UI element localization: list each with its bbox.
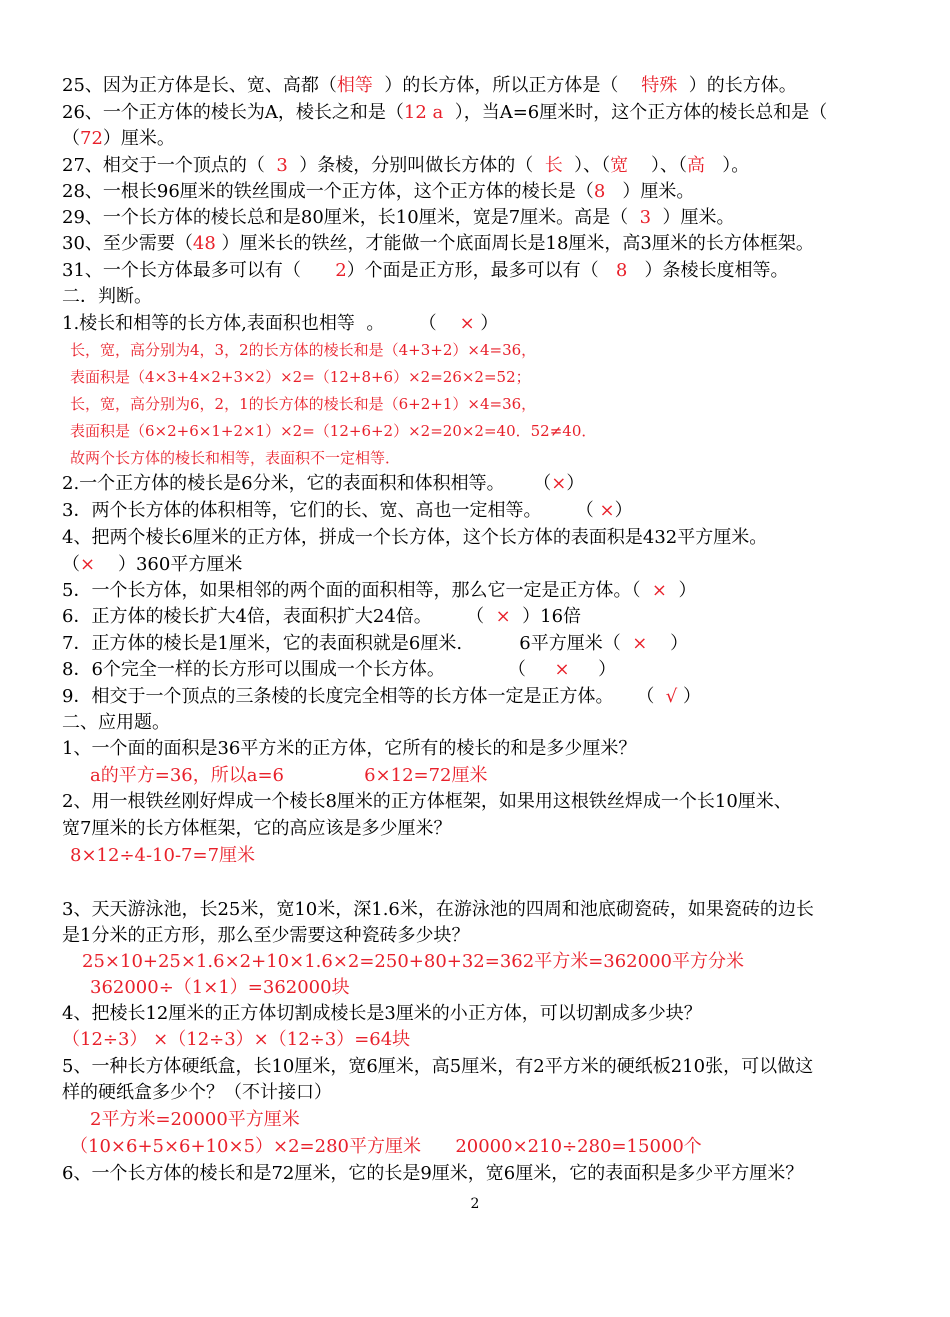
q28-text: ）厘米。 <box>605 181 695 202</box>
judge-4: 4、把两个棱长6厘米的正方体，拼成一个长方体，这个长方体的表面积是432平方厘米。 <box>62 527 768 548</box>
q26-answer-1: 12 a <box>403 102 444 123</box>
question-25 <box>62 73 797 99</box>
q27-answer: 宽 <box>610 155 629 176</box>
q30-text: ）厘米长的铁丝，才能做一个底面周长是18厘米，高3厘米的长方体框架。 <box>215 233 814 254</box>
apply-3-answer: 362000÷（1×1）=362000块 <box>90 977 350 998</box>
judge-text: 7．正方体的棱长是1厘米，它的表面积就是6厘米. 6平方厘米（ <box>62 633 633 654</box>
q27-text: ）条棱，分别叫做长方体的（ <box>287 155 545 176</box>
apply-1-answer: a的平方=36，所以a=6 6×12=72厘米 <box>90 765 488 786</box>
q25-answer-1: 相等 <box>336 75 373 96</box>
q26-text: 26、一个正方体的棱长为A，棱长之和是（ <box>62 102 404 123</box>
judge-answer: × <box>551 473 567 494</box>
apply-1: 1、一个面的面积是36平方米的正方体，它所有的棱长的和是多少厘米？ <box>62 738 637 759</box>
question-26 <box>62 100 827 126</box>
question-27 <box>62 153 749 179</box>
apply-5: 5、一种长方体硬纸盒，长10厘米，宽6厘米，高5厘米，有2平方米的硬纸板210张，可以做这 <box>62 1056 814 1077</box>
judge-5 <box>62 578 696 604</box>
judge-8 <box>62 657 616 683</box>
apply-4-answer: （12÷3） ×（12÷3）×（12÷3）=64块 <box>62 1029 411 1050</box>
judge-1-note: 故两个长方体的棱长和相等，表面积不一定相等． <box>70 449 401 467</box>
q26-text: ），当A=6厘米时，这个正方体的棱长总和是（ <box>443 102 828 123</box>
judge-3 <box>62 498 633 524</box>
judge-answer: × <box>80 554 96 575</box>
section-heading-judge: 二．判断。 <box>62 286 152 307</box>
apply-5-answer: 2平方米=20000平方厘米 <box>90 1109 300 1130</box>
judge-text: ） <box>677 686 701 707</box>
question-28 <box>62 179 694 205</box>
apply-2-cont: 宽7厘米的长方体框架，它的高应该是多少厘米？ <box>62 818 452 839</box>
q31-answer: 2 <box>335 260 347 281</box>
judge-2 <box>62 471 584 497</box>
judge-text: 8．6个完全一样的长方形可以围成一个长方体。 （ <box>62 659 555 680</box>
question-30 <box>62 231 814 257</box>
judge-answer: √ <box>665 686 678 707</box>
q28-answer: 8 <box>593 181 606 202</box>
judge-text: 9．相交于一个顶点的三条棱的长度完全相等的长方体一定是正方体。 （ <box>62 686 666 707</box>
judge-text: ） <box>614 500 633 521</box>
judge-1-note: 长，宽，高分别为4，3，2的长方体的棱长和是（4+3+2）×4=36， <box>70 341 537 359</box>
judge-text: ）16倍 <box>510 606 582 627</box>
q27-answer: 3 <box>276 155 288 176</box>
judge-6 <box>62 604 581 630</box>
apply-2-answer: 8×12÷4-10-7=7厘米 <box>70 845 256 866</box>
apply-4: 4、把棱长12厘米的正方体切割成棱长是3厘米的小正方体，可以切割成多少块？ <box>62 1003 702 1024</box>
q29-answer: 3 <box>639 207 652 228</box>
apply-5-answer: （10×6+5×6+10×5）×2=280平方厘米 20000×210÷280=15000个 <box>70 1136 702 1157</box>
judge-1-note: 表面积是（4×3+4×2+3×2）×2=（12+8+6）×2=26×2=52； <box>70 368 531 386</box>
q27-answer: 长 <box>544 155 563 176</box>
q30-text: 30、至少需要（ <box>62 233 193 254</box>
judge-text: ） <box>667 580 697 601</box>
judge-9 <box>62 684 701 710</box>
q27-text: ）、（ <box>628 155 688 176</box>
judge-7 <box>62 631 688 657</box>
judge-1-note: 长，宽，高分别为6，2，1的长方体的棱长和是（6+2+1）×4=36， <box>70 395 537 413</box>
judge-text: 3．两个长方体的体积相等，它们的长、宽、高也一定相等。 （ <box>62 500 600 521</box>
judge-answer: × <box>632 633 648 654</box>
judge-text: ） <box>647 633 689 654</box>
q31-text: ）个面是正方形，最多可以有（ <box>346 260 616 281</box>
q25-text: 25、因为正方体是长、宽、高都（ <box>62 75 337 96</box>
judge-1-note: 表面积是（6×2+6×1+2×1）×2=（12+6+2）×2=20×2=40．52≠40． <box>70 422 597 440</box>
judge-answer: × <box>599 500 615 521</box>
question-31 <box>62 258 788 284</box>
q27-text: 27、相交于一个顶点的（ <box>62 155 277 176</box>
judge-answer: × <box>651 580 667 601</box>
judge-text: 1.棱长和相等的长方体,表面积也相等 。 （ <box>62 313 460 334</box>
section-heading-apply: 二、应用题。 <box>62 712 170 733</box>
q26-text: ）厘米。 <box>102 128 175 149</box>
apply-2: 2、用一根铁丝刚好焊成一个棱长8厘米的正方体框架，如果用这根铁丝焊成一个长10厘米、 <box>62 791 792 812</box>
q27-text: ）、（ <box>562 155 611 176</box>
q25-text: ）的长方体，所以正方体是（ <box>372 75 642 96</box>
judge-text: 2.一个正方体的棱长是6分米，它的表面积和体积相等。 （ <box>62 473 552 494</box>
judge-text: ） <box>569 659 617 680</box>
q29-text: ）厘米。 <box>651 207 735 228</box>
q25-text: ）的长方体。 <box>677 75 797 96</box>
apply-3-answer: 25×10+25×1.6×2+10×1.6×2=250+80+32=362平方米=362000平方分米 <box>82 951 744 972</box>
q31-text: 31、一个长方体最多可以有（ <box>62 260 336 281</box>
question-26-cont: （72）厘米。 <box>62 128 175 149</box>
apply-6: 6、一个长方体的棱长和是72厘米，它的长是9厘米，宽6厘米，它的表面积是多少平方厘米？ <box>62 1163 804 1184</box>
judge-text: ） <box>566 473 585 494</box>
q30-answer: 48 <box>192 233 216 254</box>
q26-answer-2: 72 <box>80 128 103 149</box>
apply-3: 3、天天游泳池，长25米，宽10米，深1.6米，在游泳池的四周和池底砌瓷砖，如果瓷砖的边长 <box>62 899 814 920</box>
judge-text: （ <box>62 554 80 575</box>
judge-answer: × <box>459 313 475 334</box>
question-29 <box>62 205 735 231</box>
q31-answer: 8 <box>615 260 628 281</box>
judge-4-cont <box>62 552 242 578</box>
q31-text: ）条棱长度相等。 <box>627 260 789 281</box>
judge-answer: × <box>554 659 570 680</box>
q27-text: ）。 <box>705 155 750 176</box>
judge-text: ） <box>474 313 499 334</box>
judge-text: 5．一个长方体，如果相邻的两个面的面积相等，那么它一定是正方体。（ <box>62 580 652 601</box>
q29-text: 29、一个长方体的棱长总和是80厘米，长10厘米，宽是7厘米。高是（ <box>62 207 640 228</box>
q28-text: 28、一根长96厘米的铁丝围成一个正方体，这个正方体的棱长是（ <box>62 181 594 202</box>
judge-text: 6．正方体的棱长扩大4倍，表面积扩大24倍。 （ <box>62 606 496 627</box>
judge-answer: × <box>495 606 511 627</box>
apply-5-cont: 样的硬纸盒多少个？（不计接口） <box>62 1082 332 1103</box>
judge-1 <box>62 311 498 337</box>
q25-answer-2: 特殊 <box>641 75 678 96</box>
apply-3-cont: 是1分米的正方形，那么至少需要这种瓷砖多少块？ <box>62 925 470 946</box>
judge-text: ）360平方厘米 <box>95 554 243 575</box>
q27-answer: 高 <box>687 155 706 176</box>
page-number: 2 <box>470 1196 480 1212</box>
